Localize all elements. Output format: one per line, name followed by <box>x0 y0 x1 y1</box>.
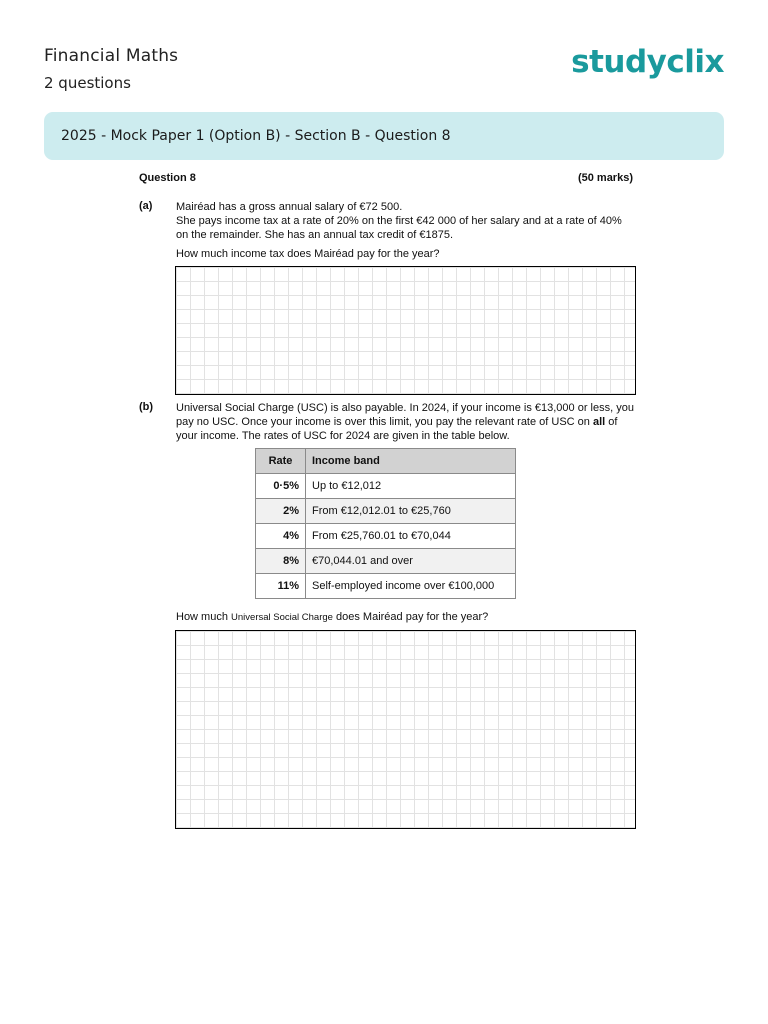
usc-rate: 0·5% <box>256 474 306 499</box>
part-b-prompt-usc: Universal Social Charge <box>231 612 333 623</box>
usc-rates-table <box>255 448 516 599</box>
part-b-prompt <box>176 611 488 623</box>
part-b-prompt-start: How much <box>176 611 232 623</box>
question-banner[interactable] <box>44 112 724 160</box>
part-a-prompt: How much income tax does Mairéad pay for the year? <box>176 248 440 260</box>
question-marks: (50 marks) <box>577 172 633 184</box>
part-b-line-3: your income. The rates of USC for 2024 are given in the table below. <box>176 430 510 442</box>
part-b-line-2 <box>176 415 646 429</box>
usc-table-row <box>256 574 516 599</box>
part-b-answer-grid[interactable] <box>175 630 636 829</box>
part-b-line-1: Universal Social Charge (USC) is also payable. In 2024, if your income is €13,000 or less, you <box>176 402 634 414</box>
part-b-text <box>176 401 646 443</box>
usc-rate: 11% <box>256 574 306 599</box>
usc-header-income-band: Income band <box>306 449 516 474</box>
usc-income-band: Self-employed income over €100,000 <box>306 574 516 599</box>
part-b-line-2-end: of <box>605 416 618 428</box>
part-a-answer-grid[interactable] <box>175 266 636 395</box>
usc-rate: 8% <box>256 549 306 574</box>
part-a-line-1: Mairéad has a gross annual salary of €72 500. <box>176 201 403 213</box>
usc-table-row <box>256 499 516 524</box>
studyclix-logo[interactable]: studyclix <box>571 44 724 80</box>
part-b-prompt-end: does Mairéad pay for the year? <box>332 611 489 623</box>
usc-rate: 4% <box>256 524 306 549</box>
usc-table-row <box>256 474 516 499</box>
part-a-line-2: She pays income tax at a rate of 20% on the first €42 000 of her salary and at a rate of 40% <box>176 215 622 227</box>
exam-paper <box>80 168 688 832</box>
usc-table-row <box>256 524 516 549</box>
part-b-line-2-start: pay no USC. Once your income is over this limit, you pay the relevant rate of USC on <box>176 416 590 428</box>
usc-income-band: Up to €12,012 <box>306 474 516 499</box>
question-banner-title: 2025 - Mock Paper 1 (Option B) - Section B - Question 8 <box>61 128 451 144</box>
topic-title: Financial Maths <box>44 46 179 66</box>
usc-income-band: €70,044.01 and over <box>306 549 516 574</box>
usc-header-rate: Rate <box>256 449 306 474</box>
usc-table-header-row <box>256 449 516 474</box>
part-a-text <box>176 200 646 242</box>
part-a-line-3: on the remainder. She has an annual tax credit of €1875. <box>176 229 454 241</box>
usc-income-band: From €25,760.01 to €70,044 <box>306 524 516 549</box>
question-count: 2 questions <box>44 74 131 92</box>
part-b-label: (b) <box>139 401 154 413</box>
usc-table-row <box>256 549 516 574</box>
part-a-label: (a) <box>139 200 153 212</box>
usc-rate: 2% <box>256 499 306 524</box>
part-b-line-2-bold: all <box>592 416 606 428</box>
usc-income-band: From €12,012.01 to €25,760 <box>306 499 516 524</box>
question-heading: Question 8 <box>139 172 196 184</box>
